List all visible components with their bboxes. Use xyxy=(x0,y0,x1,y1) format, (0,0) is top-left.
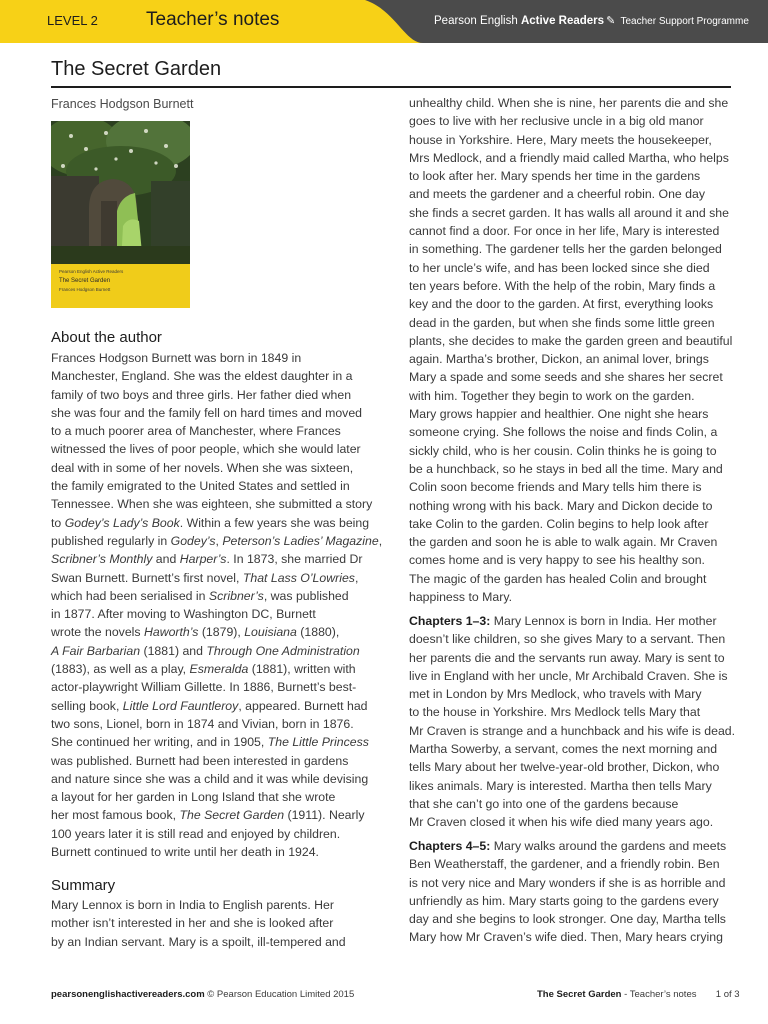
text-line: Tennessee. When she was eighteen, she submitted a story xyxy=(51,497,373,512)
text-line: key and the door to the garden. At first, everything looks xyxy=(409,297,714,312)
text-line: Mary a spade and some seeds and she shares her secret xyxy=(409,370,723,385)
footer-left xyxy=(51,989,354,1000)
author-name: Frances Hodgson Burnett xyxy=(51,97,194,111)
text-line: she finds a secret garden. It has walls all around it and she xyxy=(409,205,729,220)
text-line: house in Yorkshire. Here, Mary meets the housekeeper, xyxy=(409,132,712,147)
text-line: plants, she decides to make the garden green and beautiful xyxy=(409,333,733,348)
brand-prefix: Pearson English xyxy=(434,15,518,27)
text-line: Burnett continued to write until her death in 1924. xyxy=(51,845,319,860)
text-line: published regularly in Godey’s, Peterson’s Ladies’ Magazine, xyxy=(51,533,383,548)
text-line: happiness to Mary. xyxy=(409,590,512,605)
text-line: Mary grows happier and healthier. One night she hears xyxy=(409,407,709,422)
programme-label: Teacher Support Programme xyxy=(620,16,749,27)
text-line: by an Indian servant. Mary is a spoilt, ill-tempered and xyxy=(51,934,346,949)
text-line: to her uncle’s wife, and has been locked since she died xyxy=(409,260,710,275)
chapters-4-5-first-line: Mary walks around the gardens and meets xyxy=(490,839,727,853)
text-line: to look after her. Mary spends her time in the gardens xyxy=(409,169,701,184)
summary-heading: Summary xyxy=(51,877,116,894)
summary-text-right xyxy=(409,94,734,606)
chapters-1-3-section xyxy=(409,612,734,832)
cover-book-author: Frances Hodgson Burnett xyxy=(59,287,111,292)
text-line: actor-playwright William Gillette. In 1886, Burnett’s best- xyxy=(51,680,357,695)
footer-book-title: The Secret Garden xyxy=(537,989,622,1000)
text-line: Frances Hodgson Burnett was born in 1849 in xyxy=(51,351,302,365)
text-line: to a much poorer area of Manchester, where Frances xyxy=(51,424,341,439)
header-bar xyxy=(0,0,768,43)
text-line: likes animals. Mary is interested. Martha then tells Mary xyxy=(409,778,712,793)
chapters-1-3-first-line: Mary Lennox is born in India. Her mother xyxy=(490,614,717,628)
page-number: 1 of 3 xyxy=(715,989,740,1000)
text-line: sickly child, who is her cousin. Colin thinks he is going to xyxy=(409,443,717,458)
footer-url: pearsonenglishactivereaders.com xyxy=(51,989,205,1000)
text-line: Mr Craven closed it when his wife died many years ago. xyxy=(409,815,714,830)
text-line: 100 years later it is still read and enjoyed by children. xyxy=(51,826,341,841)
text-line: A Fair Barbarian (1881) and Through One Administration xyxy=(51,643,360,658)
text-line: Ben Weatherstaff, the gardener, and a friendly robin. Ben xyxy=(409,857,720,872)
text-line: Martha Sowerby, a servant, comes the next morning and xyxy=(409,742,718,757)
text-line: She continued her writing, and in 1905, The Little Princess xyxy=(51,735,369,750)
title-rule xyxy=(51,86,731,88)
text-line: with him. Together they begin to work on the garden. xyxy=(409,388,695,403)
text-line: two sons, Lionel, born in 1874 and Vivian, born in 1876. xyxy=(51,716,354,731)
chapters-1-3-text xyxy=(409,630,734,831)
chapters-4-5-section xyxy=(409,837,734,947)
text-line: Mary how Mr Craven’s wife died. Then, Mary hears crying xyxy=(409,930,723,945)
text-line: day and she begins to look stronger. One day, Martha tells xyxy=(409,912,726,927)
text-line: deal with in some of her novels. When she was sixteen, xyxy=(51,460,354,475)
text-line: dead in the garden, but when she finds some little green xyxy=(409,315,715,330)
text-line: family of two boys and three girls. Her father died when xyxy=(51,387,352,402)
text-line: she was four and the family fell on hard times and moved xyxy=(51,405,363,420)
text-line: a layout for her garden in Long Island that she wrote xyxy=(51,790,336,805)
footer-suffix: - Teacher’s notes xyxy=(621,989,697,1000)
text-line: nothing wrong with his back. Mary and Dickon decide to xyxy=(409,498,713,513)
text-line: her parents die and the servants run away. Mary is sent to xyxy=(409,650,725,665)
text-line: Mary Lennox is born in India to English parents. Her xyxy=(51,898,334,912)
text-line: again. Martha’s brother, Dickon, an animal lover, brings xyxy=(409,352,709,367)
text-line: in something. The gardener tells her the garden belonged xyxy=(409,242,722,257)
footer-right xyxy=(537,989,740,1000)
text-line: mother isn’t interested in her and she is looked after xyxy=(51,916,334,931)
text-line: to the house in Yorkshire. Mrs Medlock tells Mary that xyxy=(409,705,701,720)
page-title: The Secret Garden xyxy=(51,58,222,80)
chapters-4-5-text xyxy=(409,855,734,946)
text-line: the family emigrated to the United States and settled in xyxy=(51,479,350,494)
text-line: was published. Burnett had been interested in gardens xyxy=(51,753,349,768)
pen-icon: ✎ xyxy=(606,15,616,27)
brand-bold: Active Readers xyxy=(520,15,605,27)
text-line: witnessed the lives of poor people, which she would later xyxy=(51,442,361,457)
brand-label xyxy=(434,14,749,27)
chapters-4-5-label: Chapters 4–5: xyxy=(409,839,491,853)
text-line: wrote the novels Haworth’s (1879), Louisiana (1880), xyxy=(51,625,340,640)
text-line: someone crying. She follows the noise and finds Colin, a xyxy=(409,425,718,440)
text-line: cannot find a door. For once in her life, Mary is interested xyxy=(409,224,720,239)
text-line: doesn’t like children, so she gives Mary to a servant. Then xyxy=(409,632,726,647)
cover-brand: Pearson English Active Readers xyxy=(59,269,124,274)
book-cover-image xyxy=(51,121,190,308)
text-line: unfriendly as him. Mary starts going to the gardens every xyxy=(409,893,719,908)
text-line: and meets the gardener and a cheerful robin. One day xyxy=(409,187,706,202)
text-line: and nature since she was a child and it was while devising xyxy=(51,771,369,786)
text-line: Scribner’s Monthly and Harper’s. In 1873, she married Dr xyxy=(51,552,363,567)
text-line: unhealthy child. When she is nine, her parents die and she xyxy=(409,96,729,110)
text-line: met in London by Mrs Medlock, who travels with Mary xyxy=(409,687,702,702)
text-line: to Godey’s Lady’s Book. Within a few years she was being xyxy=(51,515,370,530)
about-heading: About the author xyxy=(51,329,162,346)
garden-door-illustration xyxy=(51,121,190,264)
text-line: The magic of the garden has healed Colin and brought xyxy=(409,571,707,586)
footer-copyright: © Pearson Education Limited 2015 xyxy=(207,989,355,1000)
text-line: the garden and soon he is able to walk again. Mr Craven xyxy=(409,535,718,550)
text-line: Mrs Medlock, and a friendly maid called Martha, who helps xyxy=(409,150,729,165)
cover-meta xyxy=(59,268,184,294)
text-line: goes to live with her reclusive uncle in a big old manor xyxy=(409,114,704,129)
text-line: is not very nice and Mary wonders if she is as horrible and xyxy=(409,875,726,890)
text-line: Manchester, England. She was the eldest daughter in a xyxy=(51,369,353,384)
level-label: LEVEL 2 xyxy=(47,13,98,28)
text-line: Mr Craven is strange and a hunchback and his wife is dead. xyxy=(409,723,736,738)
text-line: that she can’t go into one of the gardens because xyxy=(409,796,679,811)
text-line: be a hunchback, so he stays in bed all the time. Mary and xyxy=(409,461,723,476)
about-text xyxy=(51,349,381,861)
text-line: her most famous book, The Secret Garden (1911). Nearly xyxy=(51,808,365,823)
chapters-1-3-label: Chapters 1–3: xyxy=(409,614,491,628)
cover-photo xyxy=(51,121,190,264)
teachers-notes-label: Teacher’s notes xyxy=(146,9,280,30)
text-line: in 1877. After moving to Washington DC, Burnett xyxy=(51,607,316,622)
text-line: which had been serialised in Scribner’s, was published xyxy=(51,588,349,603)
text-line: Swan Burnett. Burnett’s first novel, That Lass O’Lowries, xyxy=(51,570,359,585)
text-line: take Colin to the garden. Colin begins to help look after xyxy=(409,516,709,531)
text-line: comes home and is very happy to see his healthy son. xyxy=(409,553,705,568)
text-line: tells Mary about her twelve-year-old brother, Dickon, who xyxy=(409,760,720,775)
text-line: (1883), as well as a play, Esmeralda (1881), written with xyxy=(51,662,356,677)
summary-text-left xyxy=(51,896,381,951)
text-line: ten years before. With the help of the robin, Mary finds a xyxy=(409,278,716,293)
text-line: live in England with her uncle, Mr Archibald Craven. She is xyxy=(409,668,728,683)
text-line: Colin soon become friends and Mary tells him there is xyxy=(409,480,702,495)
cover-book-title: The Secret Garden xyxy=(59,278,111,284)
text-line: selling book, Little Lord Fauntleroy, appeared. Burnett had xyxy=(51,698,368,713)
